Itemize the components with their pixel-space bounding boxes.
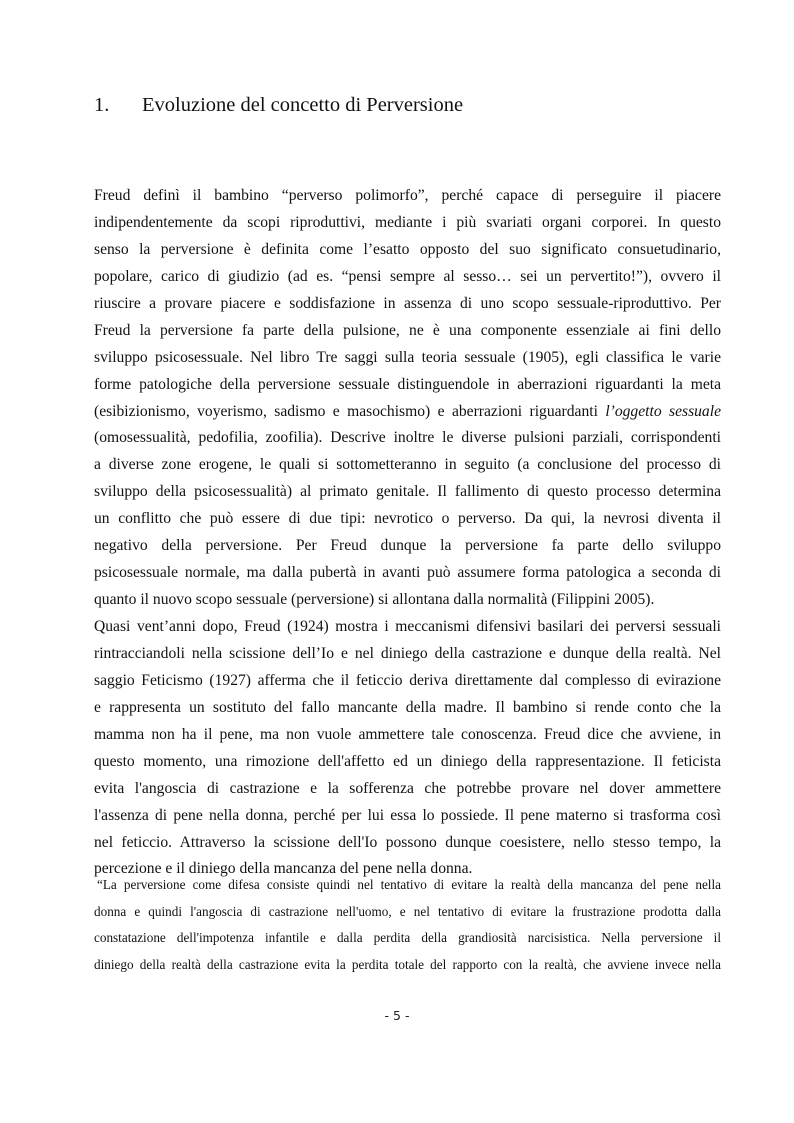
text-line: evita l'angoscia di castrazione e la sofferenza che potrebbe provare nel dover ammettere [94, 779, 721, 797]
text-line: popolare, carico di giudizio (ad es. “pensi sempre al sesso… sei un pervertito!”), ovvero il [94, 267, 721, 285]
text-line: negativo della perversione. Per Freud dunque la perversione fa parte dello sviluppo [94, 537, 721, 555]
quote-line: “La perversione come difesa consiste quindi nel tentativo di evitare la realtà della mancanza del pene nella [97, 877, 721, 892]
text-line: l'assenza di pene nella donna, perché per lui essa lo possiede. Il pene materno si trasforma così [94, 806, 721, 824]
text-line: a diverse zone erogene, le quali si sottometteranno in seguito (a conclusione del processo di [94, 456, 721, 474]
text-line: sviluppo psicosessuale. Nel libro Tre saggi sulla teoria sessuale (1905), egli classifica le varie [94, 348, 721, 366]
text-line: saggio Feticismo (1927) afferma che il feticcio deriva direttamente dal complesso di evirazione [94, 671, 721, 689]
quote-line: diniego della realtà della castrazione evita la perdita totale del rapporto con la realtà, che avviene invece nella [94, 956, 721, 972]
quote-line: donna e quindi l'angoscia di castrazione nell'uomo, e nel tentativo di evitare la frustrazione prodotta dalla [94, 903, 721, 919]
text-line: riuscire a provare piacere e soddisfazione in assenza di uno scopo sessuale-riproduttivo. Per [94, 294, 721, 312]
text-line: questo momento, una rimozione dell'affetto ed un diniego della rappresentazione. Il feticista [94, 752, 721, 770]
text-line: senso la perversione è definita come l’esatto opposto del suo significato consuetudinario, [94, 240, 721, 258]
body-text [94, 183, 721, 883]
text-line: Quasi vent’anni dopo, Freud (1924) mostra i meccanismi difensivi basilari dei perversi sessuali [94, 618, 721, 635]
text-line: (omosessualità, pedofilia, zoofilia). Descrive inoltre le diverse pulsioni parziali, corrispondenti [94, 429, 721, 447]
page-number: - 5 - [384, 1008, 410, 1023]
text-line: rintracciandoli nella scissione dell’Io e nel diniego della castrazione e dunque della realtà. Nel [94, 644, 721, 662]
text-line: nel feticcio. Attraverso la scissione dell'Io possono dunque coesistere, nello stesso tempo, la [94, 833, 721, 851]
text-line: quanto il nuovo scopo sessuale (perversione) si allontana dalla normalità (Filippini 2005). [94, 591, 655, 609]
quote-line: constatazione dell'impotenza infantile e dalla perdita della grandiosità narcisistica. Nella perversione il [94, 930, 721, 946]
text-segment: (esibizionismo, voyerismo, sadismo e masochismo) e aberrazioni riguardanti [94, 402, 606, 420]
text-line: forme patologiche della perversione sessuale distinguendole in aberrazioni riguardanti la meta [94, 375, 721, 393]
text-line: un conflitto che può essere di due tipi: nevrotico o perverso. Da qui, la nevrosi diventa il [94, 510, 721, 528]
text-line: percezione e il diniego della mancanza del pene nella donna. [94, 860, 473, 878]
text-line: indipendentemente da scopi riproduttivi, mediante i più svariati organi corporei. In questo [94, 213, 721, 231]
text-line-with-italic [94, 399, 721, 426]
text-line: Freud la perversione fa parte della pulsione, ne è una componente essenziale ai fini dello [94, 321, 721, 339]
text-line: e rappresenta un sostituto del fallo mancante della madre. Il bambino si rende conto che la [94, 698, 721, 716]
section-heading [94, 94, 463, 117]
section-number: 1. [94, 94, 110, 116]
text-line: Freud definì il bambino “perverso polimorfo”, perché capace di perseguire il piacere [94, 187, 721, 204]
text-line: mamma non ha il pene, ma non vuole ammettere tale conoscenza. Freud dice che avviene, in [94, 725, 721, 743]
text-line: sviluppo della psicosessualità) al primato genitale. Il fallimento di questo processo determina [94, 483, 721, 501]
italic-phrase: l’oggetto sessuale [605, 402, 721, 420]
block-quote [94, 872, 721, 978]
section-title: Evoluzione del concetto di Perversione [142, 94, 464, 116]
text-line: psicosessuale normale, ma dalla pubertà in avanti può assumere forma patologica a seconda di [94, 564, 721, 582]
